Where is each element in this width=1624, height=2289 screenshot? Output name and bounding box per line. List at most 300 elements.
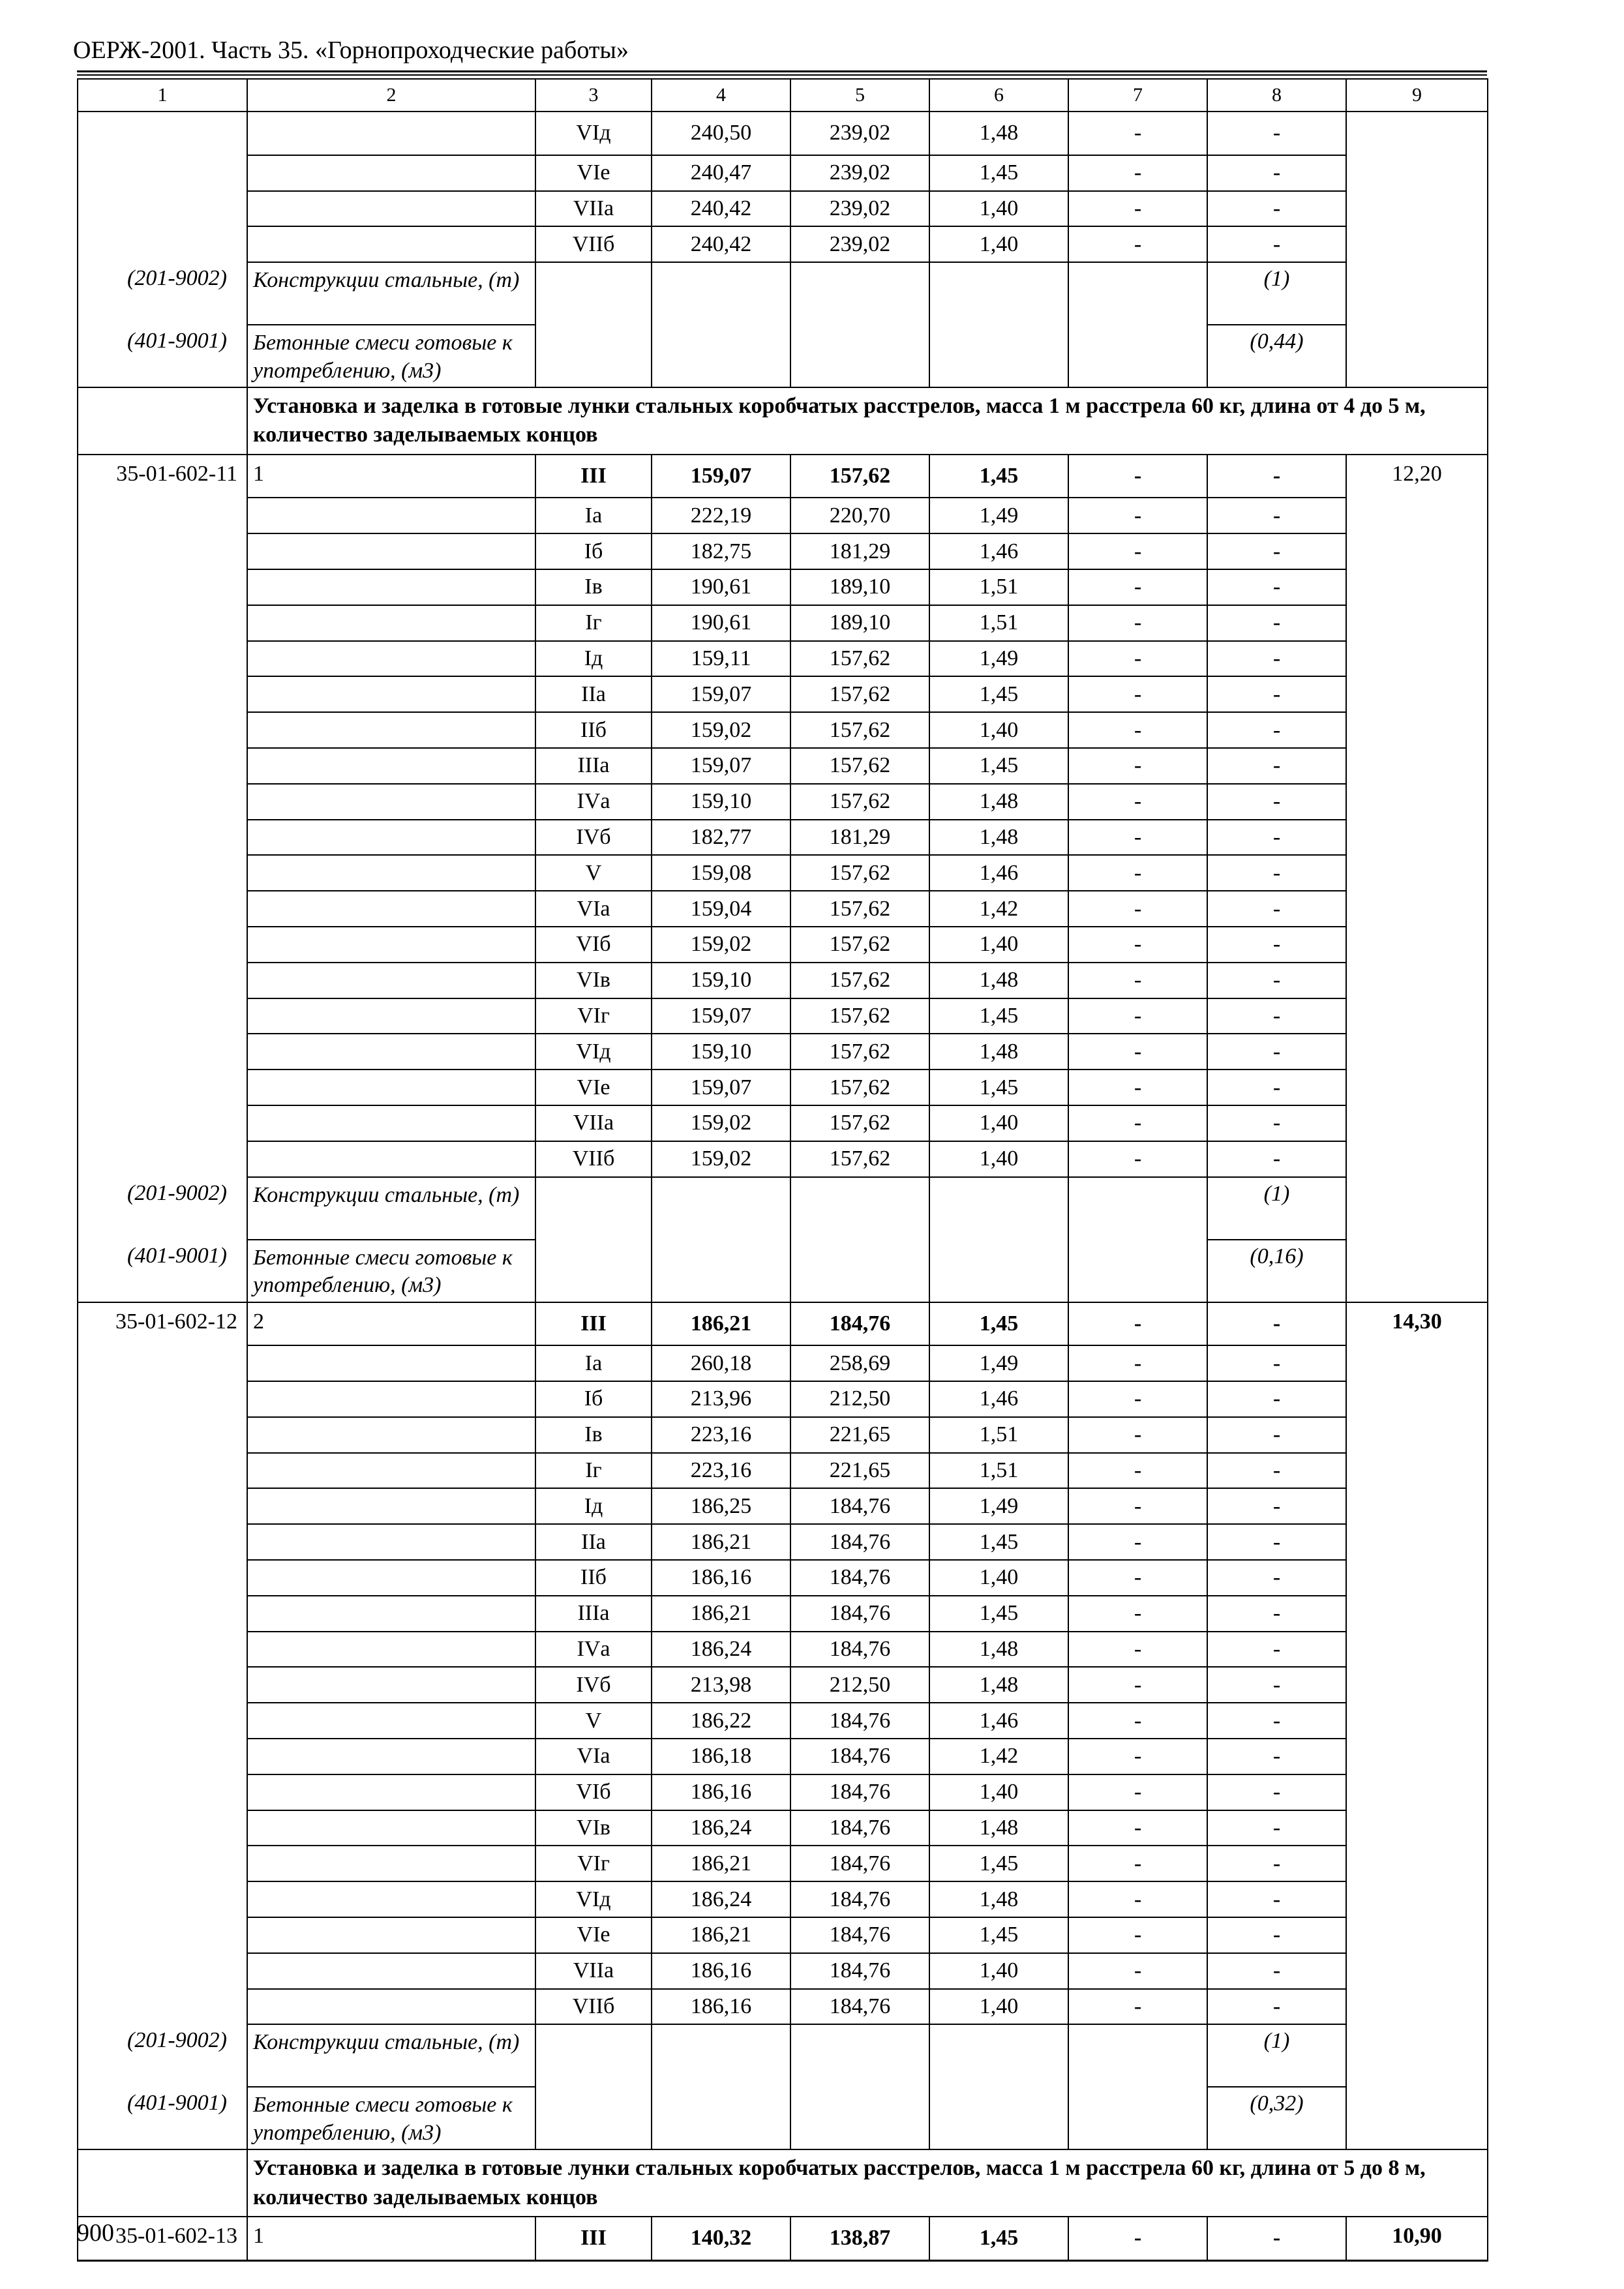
- name-cell: [247, 963, 535, 998]
- total-cost-cell: 140,32: [652, 2217, 790, 2260]
- empty-cell: [78, 387, 247, 454]
- wages-cell: 184,76: [790, 1739, 929, 1774]
- zone-cell: VIб: [535, 927, 652, 963]
- labor-cost-cell: [1346, 748, 1488, 784]
- wages-cell: 239,02: [790, 112, 929, 155]
- driver-wages-cell: -: [1068, 455, 1207, 498]
- machines-cell: 1,45: [929, 1524, 1068, 1560]
- machines-cell: 1,40: [929, 1560, 1068, 1596]
- empty-cell: [535, 1240, 652, 1302]
- norm-code-cell: [78, 1070, 247, 1105]
- machines-cell: 1,42: [929, 891, 1068, 927]
- name-cell: [247, 1381, 535, 1417]
- materials-cell: -: [1207, 1381, 1346, 1417]
- labor-cost-cell: [1346, 1881, 1488, 1917]
- labor-cost-cell: [1346, 1846, 1488, 1881]
- zone-cell: IIа: [535, 676, 652, 712]
- zone-cell: Iа: [535, 498, 652, 533]
- zone-cell: VIг: [535, 998, 652, 1034]
- material-name: Бетонные смеси готовые к употреблению, (м3): [247, 1240, 535, 1302]
- driver-wages-cell: -: [1068, 784, 1207, 820]
- machines-cell: 1,45: [929, 2217, 1068, 2260]
- driver-wages-cell: -: [1068, 155, 1207, 191]
- material-code: (401-9001): [78, 325, 247, 387]
- table-row: [78, 748, 1488, 784]
- empty-cell: [790, 262, 929, 325]
- wages-cell: 157,62: [790, 927, 929, 963]
- materials-cell: -: [1207, 605, 1346, 641]
- name-cell: [247, 569, 535, 605]
- wages-cell: 184,76: [790, 1524, 929, 1560]
- table-row: [78, 1141, 1488, 1177]
- zone-cell: VIд: [535, 1034, 652, 1070]
- table-row: [78, 1846, 1488, 1881]
- labor-cost-cell: [1346, 1632, 1488, 1668]
- material-row: [78, 1240, 1488, 1302]
- labor-cost-cell: [1346, 1810, 1488, 1846]
- column-number: 1: [78, 79, 247, 112]
- zone-cell: IVа: [535, 1632, 652, 1668]
- empty-cell: [790, 2087, 929, 2149]
- total-cost-cell: 159,07: [652, 1070, 790, 1105]
- labor-cost-cell: [1346, 1953, 1488, 1989]
- labor-cost-cell: [1346, 112, 1488, 155]
- total-cost-cell: 213,96: [652, 1381, 790, 1417]
- norm-code-cell: [78, 1667, 247, 1703]
- materials-cell: -: [1207, 1453, 1346, 1489]
- driver-wages-cell: -: [1068, 855, 1207, 891]
- zone-cell: IIIа: [535, 748, 652, 784]
- materials-cell: -: [1207, 1141, 1346, 1177]
- wages-cell: 157,62: [790, 1141, 929, 1177]
- name-cell: [247, 891, 535, 927]
- total-cost-cell: 240,42: [652, 191, 790, 227]
- labor-cost-cell: [1346, 191, 1488, 227]
- name-cell: [247, 498, 535, 533]
- norm-code-cell: [78, 1034, 247, 1070]
- zone-cell: VIIб: [535, 1141, 652, 1177]
- labor-cost-cell: [1346, 155, 1488, 191]
- empty-cell: [652, 1177, 790, 1240]
- driver-wages-cell: -: [1068, 498, 1207, 533]
- name-cell: [247, 1070, 535, 1105]
- wages-cell: 157,62: [790, 676, 929, 712]
- driver-wages-cell: -: [1068, 1034, 1207, 1070]
- empty-cell: [790, 1177, 929, 1240]
- name-cell: [247, 1703, 535, 1739]
- norm-code-cell: [78, 1846, 247, 1881]
- material-quantity: (0,16): [1207, 1240, 1346, 1302]
- materials-cell: -: [1207, 1810, 1346, 1846]
- material-code: (201-9002): [78, 262, 247, 325]
- name-cell: [247, 712, 535, 748]
- name-cell: [247, 1524, 535, 1560]
- zone-cell: VIг: [535, 1846, 652, 1881]
- norm-code-cell: [78, 748, 247, 784]
- name-cell: [247, 1488, 535, 1524]
- table-row: [78, 1488, 1488, 1524]
- materials-cell: -: [1207, 1739, 1346, 1774]
- table-row: [78, 1524, 1488, 1560]
- name-cell: [247, 605, 535, 641]
- norm-code-cell: 35-01-602-13: [78, 2217, 247, 2260]
- material-quantity: (1): [1207, 2024, 1346, 2087]
- table-row: [78, 569, 1488, 605]
- norm-code-cell: [78, 855, 247, 891]
- labor-cost-cell: [1346, 1524, 1488, 1560]
- labor-cost-cell: [1346, 784, 1488, 820]
- empty-cell: [1346, 2024, 1488, 2087]
- machines-cell: 1,49: [929, 1488, 1068, 1524]
- driver-wages-cell: -: [1068, 1141, 1207, 1177]
- labor-cost-cell: [1346, 1667, 1488, 1703]
- norm-code-cell: [78, 820, 247, 856]
- total-cost-cell: 186,24: [652, 1810, 790, 1846]
- norm-code-cell: [78, 569, 247, 605]
- materials-cell: -: [1207, 748, 1346, 784]
- norm-code-cell: [78, 498, 247, 533]
- machines-cell: 1,45: [929, 1846, 1068, 1881]
- material-quantity: (0,44): [1207, 325, 1346, 387]
- labor-cost-cell: [1346, 712, 1488, 748]
- norm-code-cell: [78, 1488, 247, 1524]
- materials-cell: -: [1207, 569, 1346, 605]
- labor-cost-cell: [1346, 1141, 1488, 1177]
- zone-cell: Iг: [535, 605, 652, 641]
- total-cost-cell: 186,24: [652, 1881, 790, 1917]
- wages-cell: 184,76: [790, 1917, 929, 1953]
- total-cost-cell: 159,04: [652, 891, 790, 927]
- total-cost-cell: 186,25: [652, 1488, 790, 1524]
- zone-cell: Iг: [535, 1453, 652, 1489]
- name-cell: [247, 927, 535, 963]
- total-cost-cell: 223,16: [652, 1417, 790, 1453]
- wages-cell: 239,02: [790, 226, 929, 262]
- labor-cost-cell: [1346, 1560, 1488, 1596]
- norm-code-cell: [78, 1953, 247, 1989]
- machines-cell: 1,46: [929, 1703, 1068, 1739]
- empty-cell: [929, 1240, 1068, 1302]
- machines-cell: 1,40: [929, 1989, 1068, 2025]
- wages-cell: 157,62: [790, 641, 929, 677]
- norm-code-cell: [78, 1774, 247, 1810]
- materials-cell: -: [1207, 1917, 1346, 1953]
- norm-code-cell: [78, 605, 247, 641]
- driver-wages-cell: -: [1068, 1774, 1207, 1810]
- empty-cell: [652, 325, 790, 387]
- total-cost-cell: 240,50: [652, 112, 790, 155]
- name-cell: [247, 784, 535, 820]
- materials-cell: -: [1207, 1774, 1346, 1810]
- name-cell: [247, 1345, 535, 1381]
- empty-cell: [1068, 2024, 1207, 2087]
- name-cell: [247, 1632, 535, 1668]
- materials-cell: -: [1207, 1105, 1346, 1141]
- machines-cell: 1,45: [929, 998, 1068, 1034]
- empty-cell: [790, 2024, 929, 2087]
- materials-cell: -: [1207, 1302, 1346, 1346]
- total-cost-cell: 186,16: [652, 1989, 790, 2025]
- materials-cell: -: [1207, 2217, 1346, 2260]
- section-title: Установка и заделка в готовые лунки стальных коробчатых расстрелов, масса 1 м расстрела 60 кг, длина от 4 до 5 м, количество заделываемых концов: [247, 387, 1488, 454]
- machines-cell: 1,48: [929, 112, 1068, 155]
- name-cell: [247, 855, 535, 891]
- zone-cell: VIб: [535, 1774, 652, 1810]
- labor-cost-cell: [1346, 641, 1488, 677]
- norm-code-cell: [78, 1989, 247, 2025]
- empty-cell: [1068, 1177, 1207, 1240]
- wages-cell: 184,76: [790, 1881, 929, 1917]
- name-cell: [247, 1881, 535, 1917]
- driver-wages-cell: -: [1068, 820, 1207, 856]
- table-row: [78, 533, 1488, 569]
- empty-cell: [1068, 325, 1207, 387]
- driver-wages-cell: -: [1068, 1632, 1207, 1668]
- zone-cell: IIб: [535, 712, 652, 748]
- column-number: 2: [247, 79, 535, 112]
- materials-cell: -: [1207, 533, 1346, 569]
- materials-cell: -: [1207, 1632, 1346, 1668]
- table-row: [78, 1417, 1488, 1453]
- norm-code-cell: [78, 1917, 247, 1953]
- empty-cell: [652, 262, 790, 325]
- machines-cell: 1,48: [929, 1810, 1068, 1846]
- name-cell: [247, 1105, 535, 1141]
- wages-cell: 212,50: [790, 1381, 929, 1417]
- wages-cell: 157,62: [790, 891, 929, 927]
- empty-cell: [652, 2087, 790, 2149]
- driver-wages-cell: -: [1068, 1345, 1207, 1381]
- zone-cell: VIIа: [535, 1953, 652, 1989]
- labor-cost-cell: [1346, 1917, 1488, 1953]
- material-code: (401-9001): [78, 1240, 247, 1302]
- table-row: [78, 1667, 1488, 1703]
- zone-cell: IIа: [535, 1524, 652, 1560]
- empty-cell: [929, 262, 1068, 325]
- header-rule: [77, 70, 1487, 72]
- empty-cell: [652, 1240, 790, 1302]
- machines-cell: 1,46: [929, 533, 1068, 569]
- wages-cell: 184,76: [790, 1632, 929, 1668]
- empty-cell: [1346, 262, 1488, 325]
- name-cell: [247, 998, 535, 1034]
- material-quantity: (1): [1207, 1177, 1346, 1240]
- driver-wages-cell: -: [1068, 1810, 1207, 1846]
- material-row: [78, 2024, 1488, 2087]
- section-header-row: [78, 387, 1488, 454]
- empty-cell: [535, 325, 652, 387]
- driver-wages-cell: -: [1068, 1070, 1207, 1105]
- total-cost-cell: 159,11: [652, 641, 790, 677]
- section-title: Установка и заделка в готовые лунки стальных коробчатых расстрелов, масса 1 м расстрела 60 кг, длина от 5 до 8 м, количество заделываемых концов: [247, 2149, 1488, 2216]
- table-row: [78, 712, 1488, 748]
- norm-code-cell: [78, 891, 247, 927]
- material-name: Конструкции стальные, (т): [247, 262, 535, 325]
- wages-cell: 157,62: [790, 712, 929, 748]
- material-row: [78, 2087, 1488, 2149]
- machines-cell: 1,45: [929, 676, 1068, 712]
- materials-cell: -: [1207, 1034, 1346, 1070]
- material-name: Бетонные смеси готовые к употреблению, (м3): [247, 2087, 535, 2149]
- total-cost-cell: 186,21: [652, 1596, 790, 1632]
- machines-cell: 1,45: [929, 155, 1068, 191]
- machines-cell: 1,40: [929, 1774, 1068, 1810]
- zone-cell: III: [535, 2217, 652, 2260]
- wages-cell: 157,62: [790, 998, 929, 1034]
- wages-cell: 184,76: [790, 1989, 929, 2025]
- materials-cell: -: [1207, 1989, 1346, 2025]
- rates-table: [77, 78, 1488, 2262]
- norm-code-cell: [78, 927, 247, 963]
- table-row: [78, 1381, 1488, 1417]
- name-cell: [247, 1810, 535, 1846]
- name-cell: [247, 1141, 535, 1177]
- machines-cell: 1,51: [929, 569, 1068, 605]
- labor-cost-cell: [1346, 1488, 1488, 1524]
- labor-cost-cell: [1346, 927, 1488, 963]
- empty-cell: [929, 325, 1068, 387]
- norm-code-cell: [78, 533, 247, 569]
- table-row: [78, 963, 1488, 998]
- driver-wages-cell: -: [1068, 605, 1207, 641]
- labor-cost-cell: [1346, 605, 1488, 641]
- materials-cell: -: [1207, 1524, 1346, 1560]
- labor-cost-cell: [1346, 1774, 1488, 1810]
- total-cost-cell: 213,98: [652, 1667, 790, 1703]
- name-cell: [247, 748, 535, 784]
- norm-code-cell: [78, 676, 247, 712]
- zone-cell: Iд: [535, 641, 652, 677]
- name-cell: [247, 1739, 535, 1774]
- table-row: [78, 998, 1488, 1034]
- driver-wages-cell: -: [1068, 748, 1207, 784]
- materials-cell: -: [1207, 498, 1346, 533]
- zone-cell: Iд: [535, 1488, 652, 1524]
- total-cost-cell: 159,02: [652, 712, 790, 748]
- table-row: [78, 1810, 1488, 1846]
- wages-cell: 157,62: [790, 784, 929, 820]
- wages-cell: 157,62: [790, 1034, 929, 1070]
- materials-cell: -: [1207, 1345, 1346, 1381]
- name-cell: [247, 1953, 535, 1989]
- norm-code-cell: [78, 963, 247, 998]
- wages-cell: 184,76: [790, 1560, 929, 1596]
- column-number: 4: [652, 79, 790, 112]
- section-header-row: [78, 2149, 1488, 2216]
- zone-cell: VIе: [535, 1070, 652, 1105]
- zone-cell: IIIа: [535, 1596, 652, 1632]
- zone-cell: V: [535, 855, 652, 891]
- empty-cell: [535, 2087, 652, 2149]
- wages-cell: 184,76: [790, 1846, 929, 1881]
- driver-wages-cell: -: [1068, 191, 1207, 227]
- norm-code-cell: [78, 784, 247, 820]
- driver-wages-cell: -: [1068, 1881, 1207, 1917]
- total-cost-cell: 186,16: [652, 1560, 790, 1596]
- zone-cell: VIв: [535, 963, 652, 998]
- total-cost-cell: 186,21: [652, 1917, 790, 1953]
- total-cost-cell: 186,16: [652, 1774, 790, 1810]
- driver-wages-cell: -: [1068, 963, 1207, 998]
- materials-cell: -: [1207, 1070, 1346, 1105]
- total-cost-cell: 159,02: [652, 1105, 790, 1141]
- zone-cell: V: [535, 1703, 652, 1739]
- wages-cell: 184,76: [790, 1488, 929, 1524]
- material-code: (201-9002): [78, 1177, 247, 1240]
- norm-code-cell: [78, 1381, 247, 1417]
- zone-cell: Iа: [535, 1345, 652, 1381]
- zone-cell: VIа: [535, 891, 652, 927]
- wages-cell: 239,02: [790, 155, 929, 191]
- material-name: Конструкции стальные, (т): [247, 2024, 535, 2087]
- wages-cell: 220,70: [790, 498, 929, 533]
- driver-wages-cell: -: [1068, 112, 1207, 155]
- driver-wages-cell: -: [1068, 569, 1207, 605]
- total-cost-cell: 240,47: [652, 155, 790, 191]
- norm-code-cell: [78, 998, 247, 1034]
- norm-code-cell: [78, 712, 247, 748]
- name-cell: [247, 1596, 535, 1632]
- machines-cell: 1,48: [929, 1632, 1068, 1668]
- column-number: 6: [929, 79, 1068, 112]
- material-name: Конструкции стальные, (т): [247, 1177, 535, 1240]
- table-row: [78, 891, 1488, 927]
- table-row: [78, 820, 1488, 856]
- machines-cell: 1,49: [929, 498, 1068, 533]
- machines-cell: 1,40: [929, 1105, 1068, 1141]
- total-cost-cell: 186,18: [652, 1739, 790, 1774]
- driver-wages-cell: -: [1068, 676, 1207, 712]
- table-row: [78, 1453, 1488, 1489]
- norm-code-cell: [78, 1632, 247, 1668]
- labor-cost-cell: [1346, 963, 1488, 998]
- norm-code-cell: [78, 1810, 247, 1846]
- material-name: Бетонные смеси готовые к употреблению, (м3): [247, 325, 535, 387]
- empty-cell: [929, 2087, 1068, 2149]
- table-row: [78, 112, 1488, 155]
- labor-cost-cell: 10,90: [1346, 2217, 1488, 2260]
- driver-wages-cell: -: [1068, 533, 1207, 569]
- name-cell: [247, 641, 535, 677]
- machines-cell: 1,45: [929, 748, 1068, 784]
- empty-cell: [790, 325, 929, 387]
- wages-cell: 239,02: [790, 191, 929, 227]
- table-row: [78, 927, 1488, 963]
- name-cell: [247, 155, 535, 191]
- zone-cell: IVа: [535, 784, 652, 820]
- zone-cell: VIIб: [535, 1989, 652, 2025]
- machines-cell: 1,48: [929, 1034, 1068, 1070]
- column-number: 7: [1068, 79, 1207, 112]
- table-row: [78, 1105, 1488, 1141]
- total-cost-cell: 182,75: [652, 533, 790, 569]
- total-cost-cell: 240,42: [652, 226, 790, 262]
- machines-cell: 1,51: [929, 1417, 1068, 1453]
- labor-cost-cell: [1346, 569, 1488, 605]
- materials-cell: -: [1207, 1703, 1346, 1739]
- norm-code-cell: [78, 1881, 247, 1917]
- labor-cost-cell: [1346, 998, 1488, 1034]
- machines-cell: 1,45: [929, 1917, 1068, 1953]
- name-cell: 2: [247, 1302, 535, 1346]
- labor-cost-cell: [1346, 1703, 1488, 1739]
- materials-cell: -: [1207, 1488, 1346, 1524]
- material-row: [78, 325, 1488, 387]
- wages-cell: 181,29: [790, 820, 929, 856]
- name-cell: [247, 1560, 535, 1596]
- labor-cost-cell: [1346, 676, 1488, 712]
- machines-cell: 1,48: [929, 1881, 1068, 1917]
